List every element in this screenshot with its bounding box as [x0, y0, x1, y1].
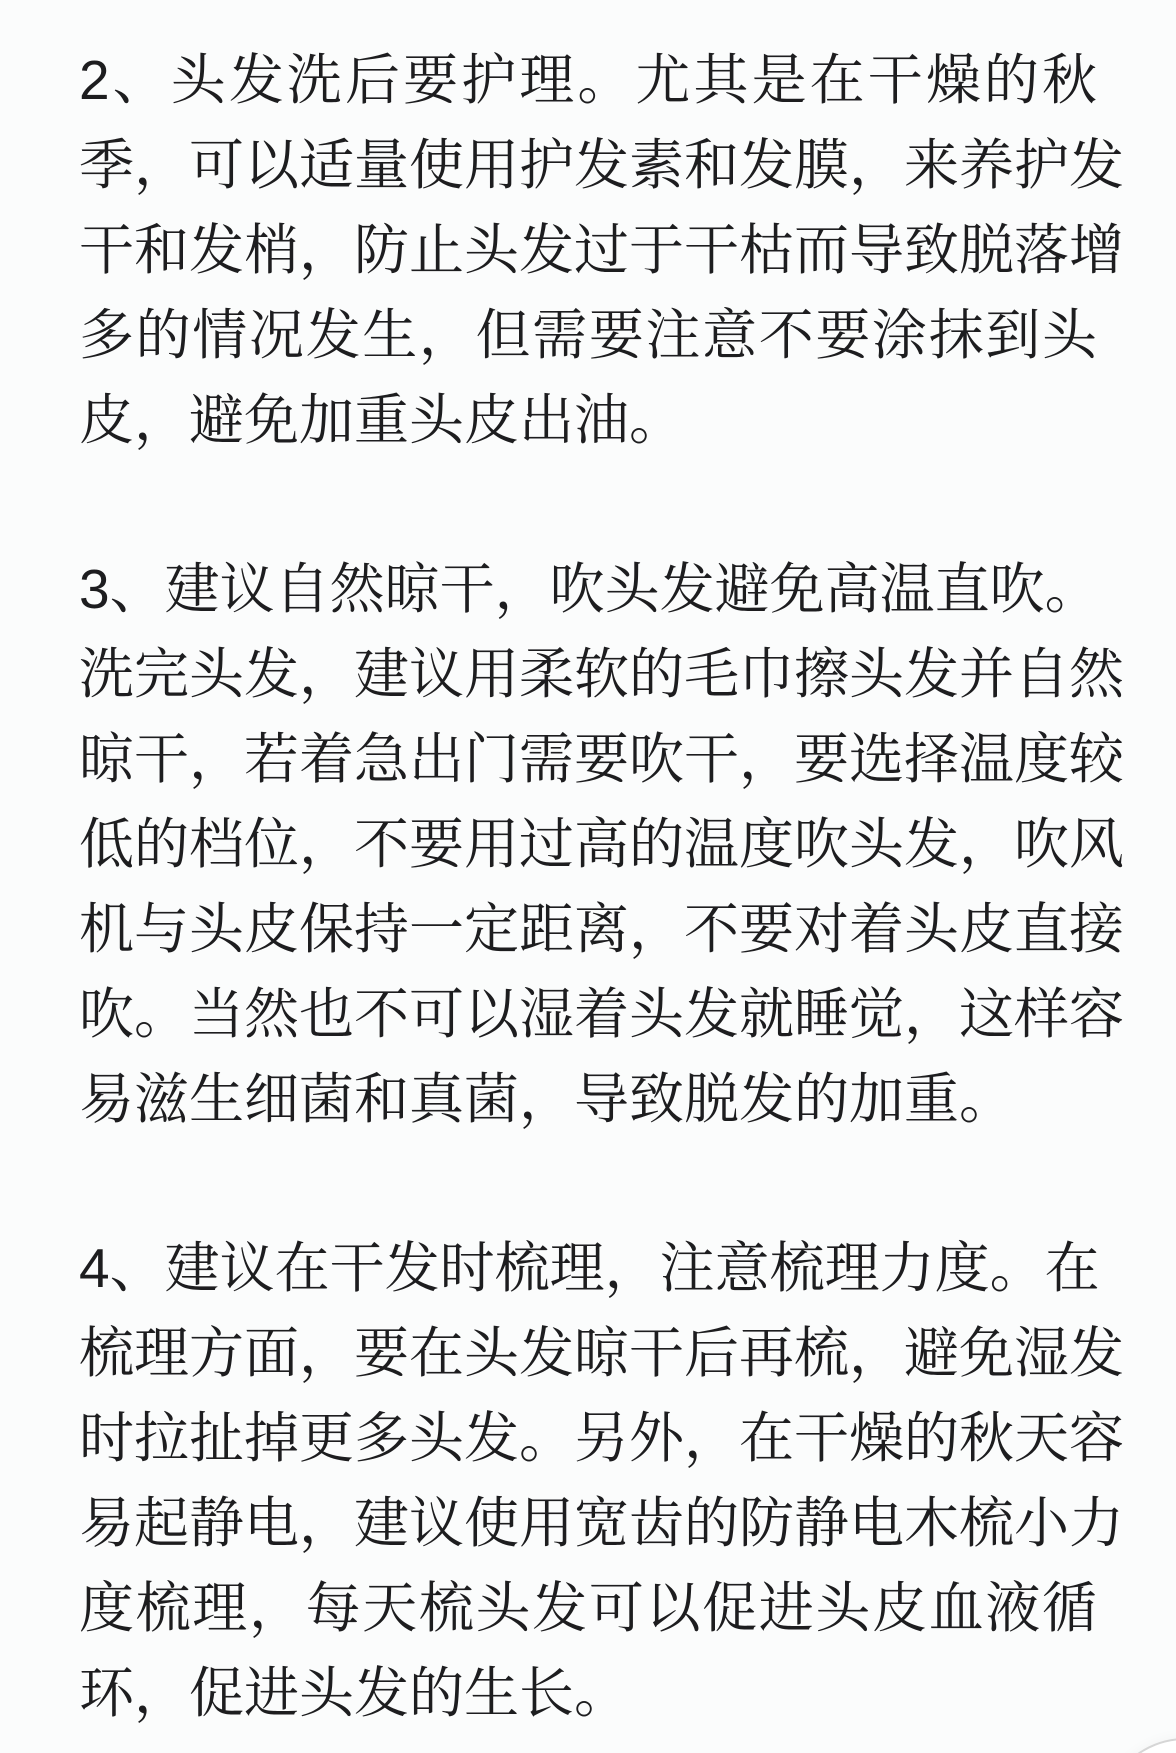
text-line: 吹。当然也不可以湿着头发就睡觉，这样容: [79, 983, 1125, 1045]
paragraph-tip-2: [79, 38, 1125, 463]
paragraph-tip-3: [79, 547, 1125, 1142]
corner-floating-button-partial[interactable]: [1103, 1738, 1176, 1753]
text-line: 环，促进头发的生长。: [79, 1662, 630, 1724]
paragraph-tip-4: [79, 1226, 1125, 1736]
text-line: 易滋生细菌和真菌，导致脱发的加重。: [79, 1068, 1015, 1130]
text-line: 干和发梢，防止头发过于干枯而导致脱落增: [79, 219, 1125, 281]
text-line: 皮，避免加重头皮出油。: [79, 389, 685, 451]
text-line: 季，可以适量使用护发素和发膜，来养护发: [79, 134, 1125, 196]
text-line: 时拉扯掉更多头发。另外，在干燥的秋天容: [79, 1407, 1125, 1469]
text-line: 梳理方面，要在头发晾干后再梳，避免湿发: [79, 1322, 1125, 1384]
text-line: 低的档位，不要用过高的温度吹头发，吹风: [79, 813, 1125, 875]
text-line: 机与头皮保持一定距离，不要对着头皮直接: [79, 898, 1125, 960]
text-line: 易起静电，建议使用宽齿的防静电木梳小力: [79, 1492, 1125, 1554]
text-line: 3、建议自然晾干，吹头发避免高温直吹。: [79, 558, 1100, 620]
text-line: 度梳理，每天梳头发可以促进头皮血液循: [79, 1577, 1097, 1639]
text-line: 多的情况发生，但需要注意不要涂抹到头: [79, 304, 1097, 366]
text-line: 2、头发洗后要护理。尤其是在干燥的秋: [79, 49, 1097, 111]
text-line: 洗完头发，建议用柔软的毛巾擦头发并自然: [79, 643, 1125, 705]
text-line: 晾干，若着急出门需要吹干，要选择温度较: [79, 728, 1125, 790]
text-line: 4、建议在干发时梳理，注意梳理力度。在: [79, 1237, 1100, 1299]
